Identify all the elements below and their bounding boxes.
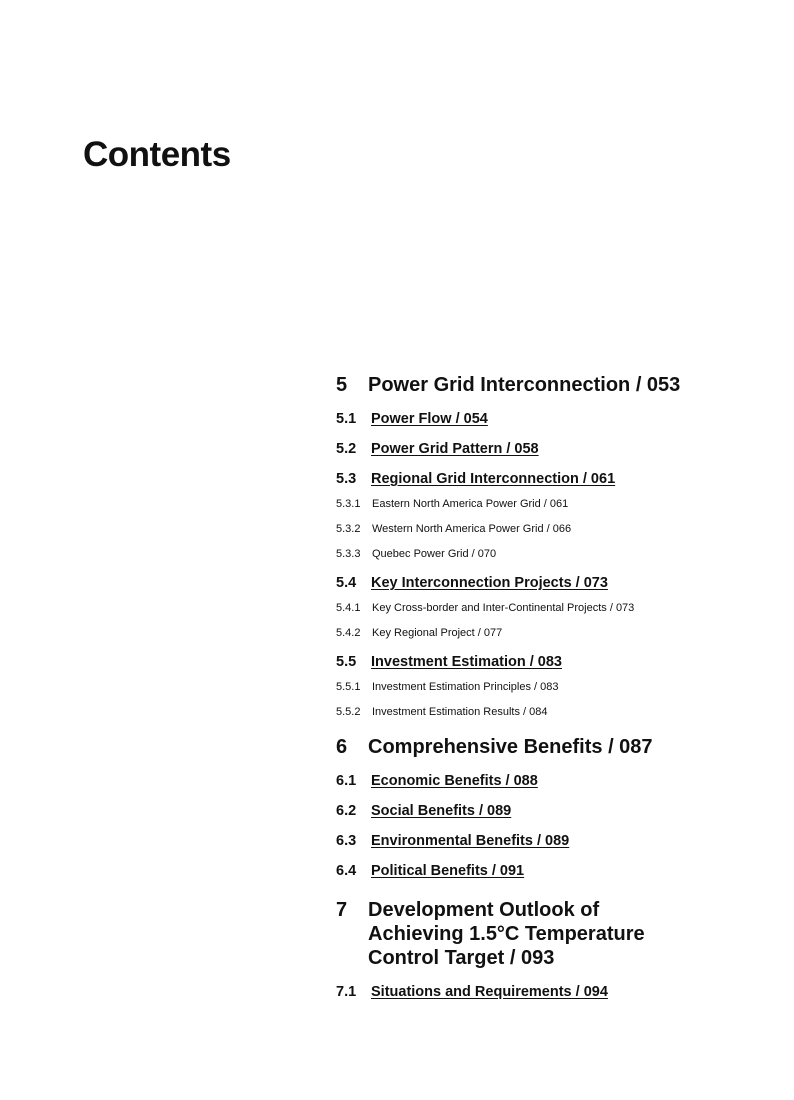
toc-chapter-7[interactable] [336, 898, 756, 970]
subsection-number: 5.4.1 [336, 602, 361, 614]
table-of-contents [336, 370, 756, 1001]
section-number: 5.2 [336, 441, 357, 457]
subsection-title: Quebec Power Grid / 070 [372, 548, 497, 560]
toc-section-5-3[interactable] [336, 471, 615, 488]
subsection-title: Key Regional Project / 077 [372, 627, 503, 639]
toc-section-5-5[interactable] [336, 654, 562, 671]
subsection-title: Investment Estimation Principles / 083 [372, 681, 559, 693]
toc-subsection-5-4-1[interactable] [336, 601, 756, 615]
toc-section-7-1[interactable] [336, 984, 608, 1001]
section-title: Key Interconnection Projects / 073 [371, 575, 608, 591]
subsection-number: 5.3.1 [336, 498, 361, 510]
section-number: 6.1 [336, 773, 357, 789]
section-number: 5.4 [336, 575, 357, 591]
toc-subsection-5-5-1[interactable] [336, 680, 756, 694]
toc-chapter-6[interactable] [336, 735, 756, 759]
toc-section-6-4[interactable] [336, 863, 524, 880]
chapter-number: 5 [336, 374, 348, 396]
toc-subsection-5-5-2[interactable] [336, 705, 756, 719]
section-number: 5.3 [336, 471, 357, 487]
toc-chapter-5[interactable] [336, 373, 756, 397]
section-title: Situations and Requirements / 094 [371, 984, 608, 1000]
chapter-title: Comprehensive Benefits / 087 [368, 736, 653, 758]
section-title: Political Benefits / 091 [371, 863, 525, 879]
chapter-number: 7 [336, 899, 348, 921]
toc-section-5-2[interactable] [336, 441, 539, 458]
toc-subsection-5-3-1[interactable] [336, 497, 756, 511]
subsection-number: 5.3.2 [336, 523, 361, 535]
subsection-number: 5.3.3 [336, 548, 361, 560]
toc-subsection-5-4-2[interactable] [336, 626, 756, 640]
section-title: Environmental Benefits / 089 [371, 833, 570, 849]
subsection-number: 5.5.1 [336, 681, 361, 693]
toc-section-5-1[interactable] [336, 411, 488, 428]
subsection-title: Key Cross-border and Inter-Continental Projects / 073 [372, 602, 635, 614]
toc-section-6-2[interactable] [336, 803, 511, 820]
section-title: Power Grid Pattern / 058 [371, 441, 539, 457]
section-title: Economic Benefits / 088 [371, 773, 538, 789]
toc-section-6-1[interactable] [336, 773, 538, 790]
section-title: Investment Estimation / 083 [371, 654, 562, 670]
chapter-title: Power Grid Interconnection / 053 [368, 374, 681, 396]
subsection-title: Eastern North America Power Grid / 061 [372, 498, 569, 510]
chapter-number: 6 [336, 736, 348, 758]
section-number: 5.1 [336, 411, 357, 427]
section-number: 5.5 [336, 654, 357, 670]
subsection-number: 5.5.2 [336, 706, 361, 718]
toc-subsection-5-3-2[interactable] [336, 522, 756, 536]
page-title: Contents [83, 135, 231, 174]
subsection-title: Investment Estimation Results / 084 [372, 706, 548, 718]
section-number: 6.2 [336, 803, 357, 819]
subsection-title: Western North America Power Grid / 066 [372, 523, 572, 535]
section-title: Social Benefits / 089 [371, 803, 512, 819]
toc-section-6-3[interactable] [336, 833, 569, 850]
chapter-title: Development Outlook of Achieving 1.5°C Temperature Control Target / 093 [368, 899, 645, 969]
section-number: 7.1 [336, 984, 357, 1000]
section-number: 6.3 [336, 833, 357, 849]
section-title: Power Flow / 054 [371, 411, 488, 427]
section-title: Regional Grid Interconnection / 061 [371, 471, 616, 487]
section-number: 6.4 [336, 863, 357, 879]
toc-section-5-4[interactable] [336, 575, 608, 592]
toc-subsection-5-3-3[interactable] [336, 547, 756, 561]
subsection-number: 5.4.2 [336, 627, 361, 639]
